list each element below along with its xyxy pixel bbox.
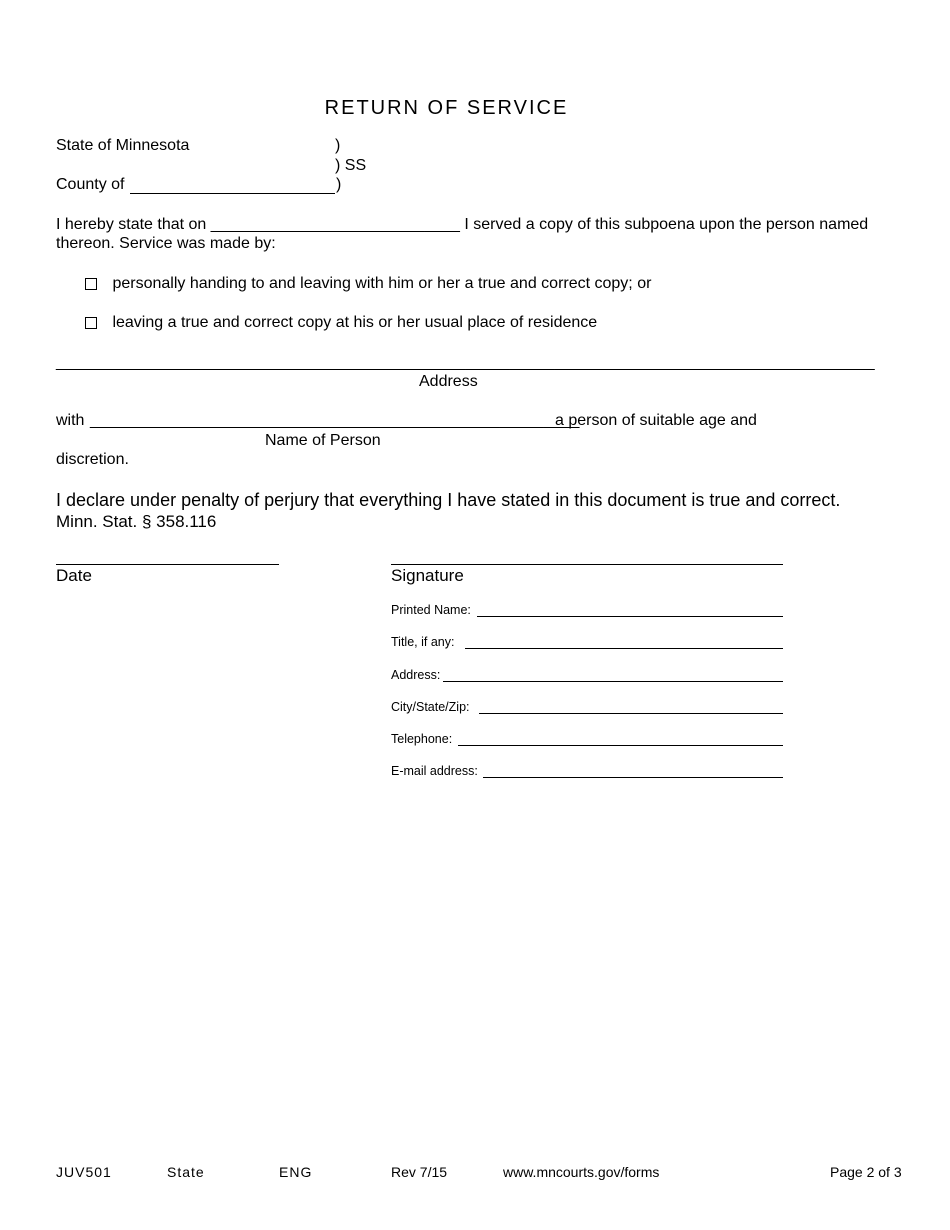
- date-field[interactable]: [56, 564, 279, 565]
- venue-ss: ) SS: [335, 157, 367, 174]
- footer-language: ENG: [279, 1164, 313, 1180]
- venue-paren-close: ): [336, 176, 342, 193]
- checkbox-icon[interactable]: [85, 317, 97, 329]
- declaration-statute: Minn. Stat. § 358.116: [56, 512, 217, 531]
- title-field[interactable]: [465, 648, 783, 649]
- county-field[interactable]: [130, 193, 335, 194]
- county-label: County of: [56, 176, 125, 193]
- venue-paren: ): [335, 137, 341, 154]
- checkbox-icon[interactable]: [85, 278, 97, 290]
- statement-line-2: thereon. Service was made by:: [56, 235, 276, 252]
- printed-name-field[interactable]: [477, 616, 783, 617]
- declaration-line-1: I declare under penalty of perjury that everything I have stated in this document is true and correct.: [56, 490, 841, 510]
- address-caption: Address: [419, 373, 478, 390]
- city-state-zip-label: City/State/Zip:: [391, 700, 470, 714]
- with-suffix: a person of suitable age and: [555, 412, 757, 429]
- email-label: E-mail address:: [391, 764, 478, 778]
- footer-url[interactable]: www.mncourts.gov/forms: [503, 1164, 660, 1180]
- discretion-text: discretion.: [56, 451, 129, 468]
- statement-line-1: I hereby state that on ____________________________ I served a copy of this subpoena upon the person named: [56, 216, 869, 233]
- option-residence-service[interactable]: [85, 314, 597, 332]
- option-personal-service[interactable]: [85, 275, 651, 293]
- option-label: leaving a true and correct copy at his or her usual place of residence: [112, 314, 598, 331]
- signature-label: Signature: [391, 566, 464, 585]
- footer-form-id: JUV501: [56, 1164, 112, 1180]
- address-field[interactable]: ____________________________________________________________________________________________: [56, 354, 875, 371]
- sig-address-field[interactable]: [443, 681, 783, 682]
- telephone-label: Telephone:: [391, 732, 453, 746]
- footer-jurisdiction: State: [167, 1164, 205, 1180]
- printed-name-label: Printed Name:: [391, 603, 471, 617]
- footer-page-number: Page 2 of 3: [830, 1164, 902, 1180]
- person-name-field[interactable]: _______________________________________________________: [90, 412, 580, 429]
- date-label: Date: [56, 566, 92, 585]
- title-label: Title, if any:: [391, 635, 455, 649]
- footer-revision: Rev 7/15: [391, 1164, 448, 1180]
- telephone-field[interactable]: [458, 745, 783, 746]
- option-label: personally handing to and leaving with him or her a true and correct copy; or: [112, 275, 652, 292]
- sig-address-label: Address:: [391, 668, 441, 682]
- signature-field[interactable]: [391, 564, 783, 565]
- city-state-zip-field[interactable]: [479, 713, 783, 714]
- state-label: State of Minnesota: [56, 137, 190, 154]
- person-name-caption: Name of Person: [265, 432, 381, 449]
- with-prefix: with: [56, 412, 85, 429]
- email-field[interactable]: [483, 777, 783, 778]
- page-title: RETURN OF SERVICE: [324, 97, 569, 119]
